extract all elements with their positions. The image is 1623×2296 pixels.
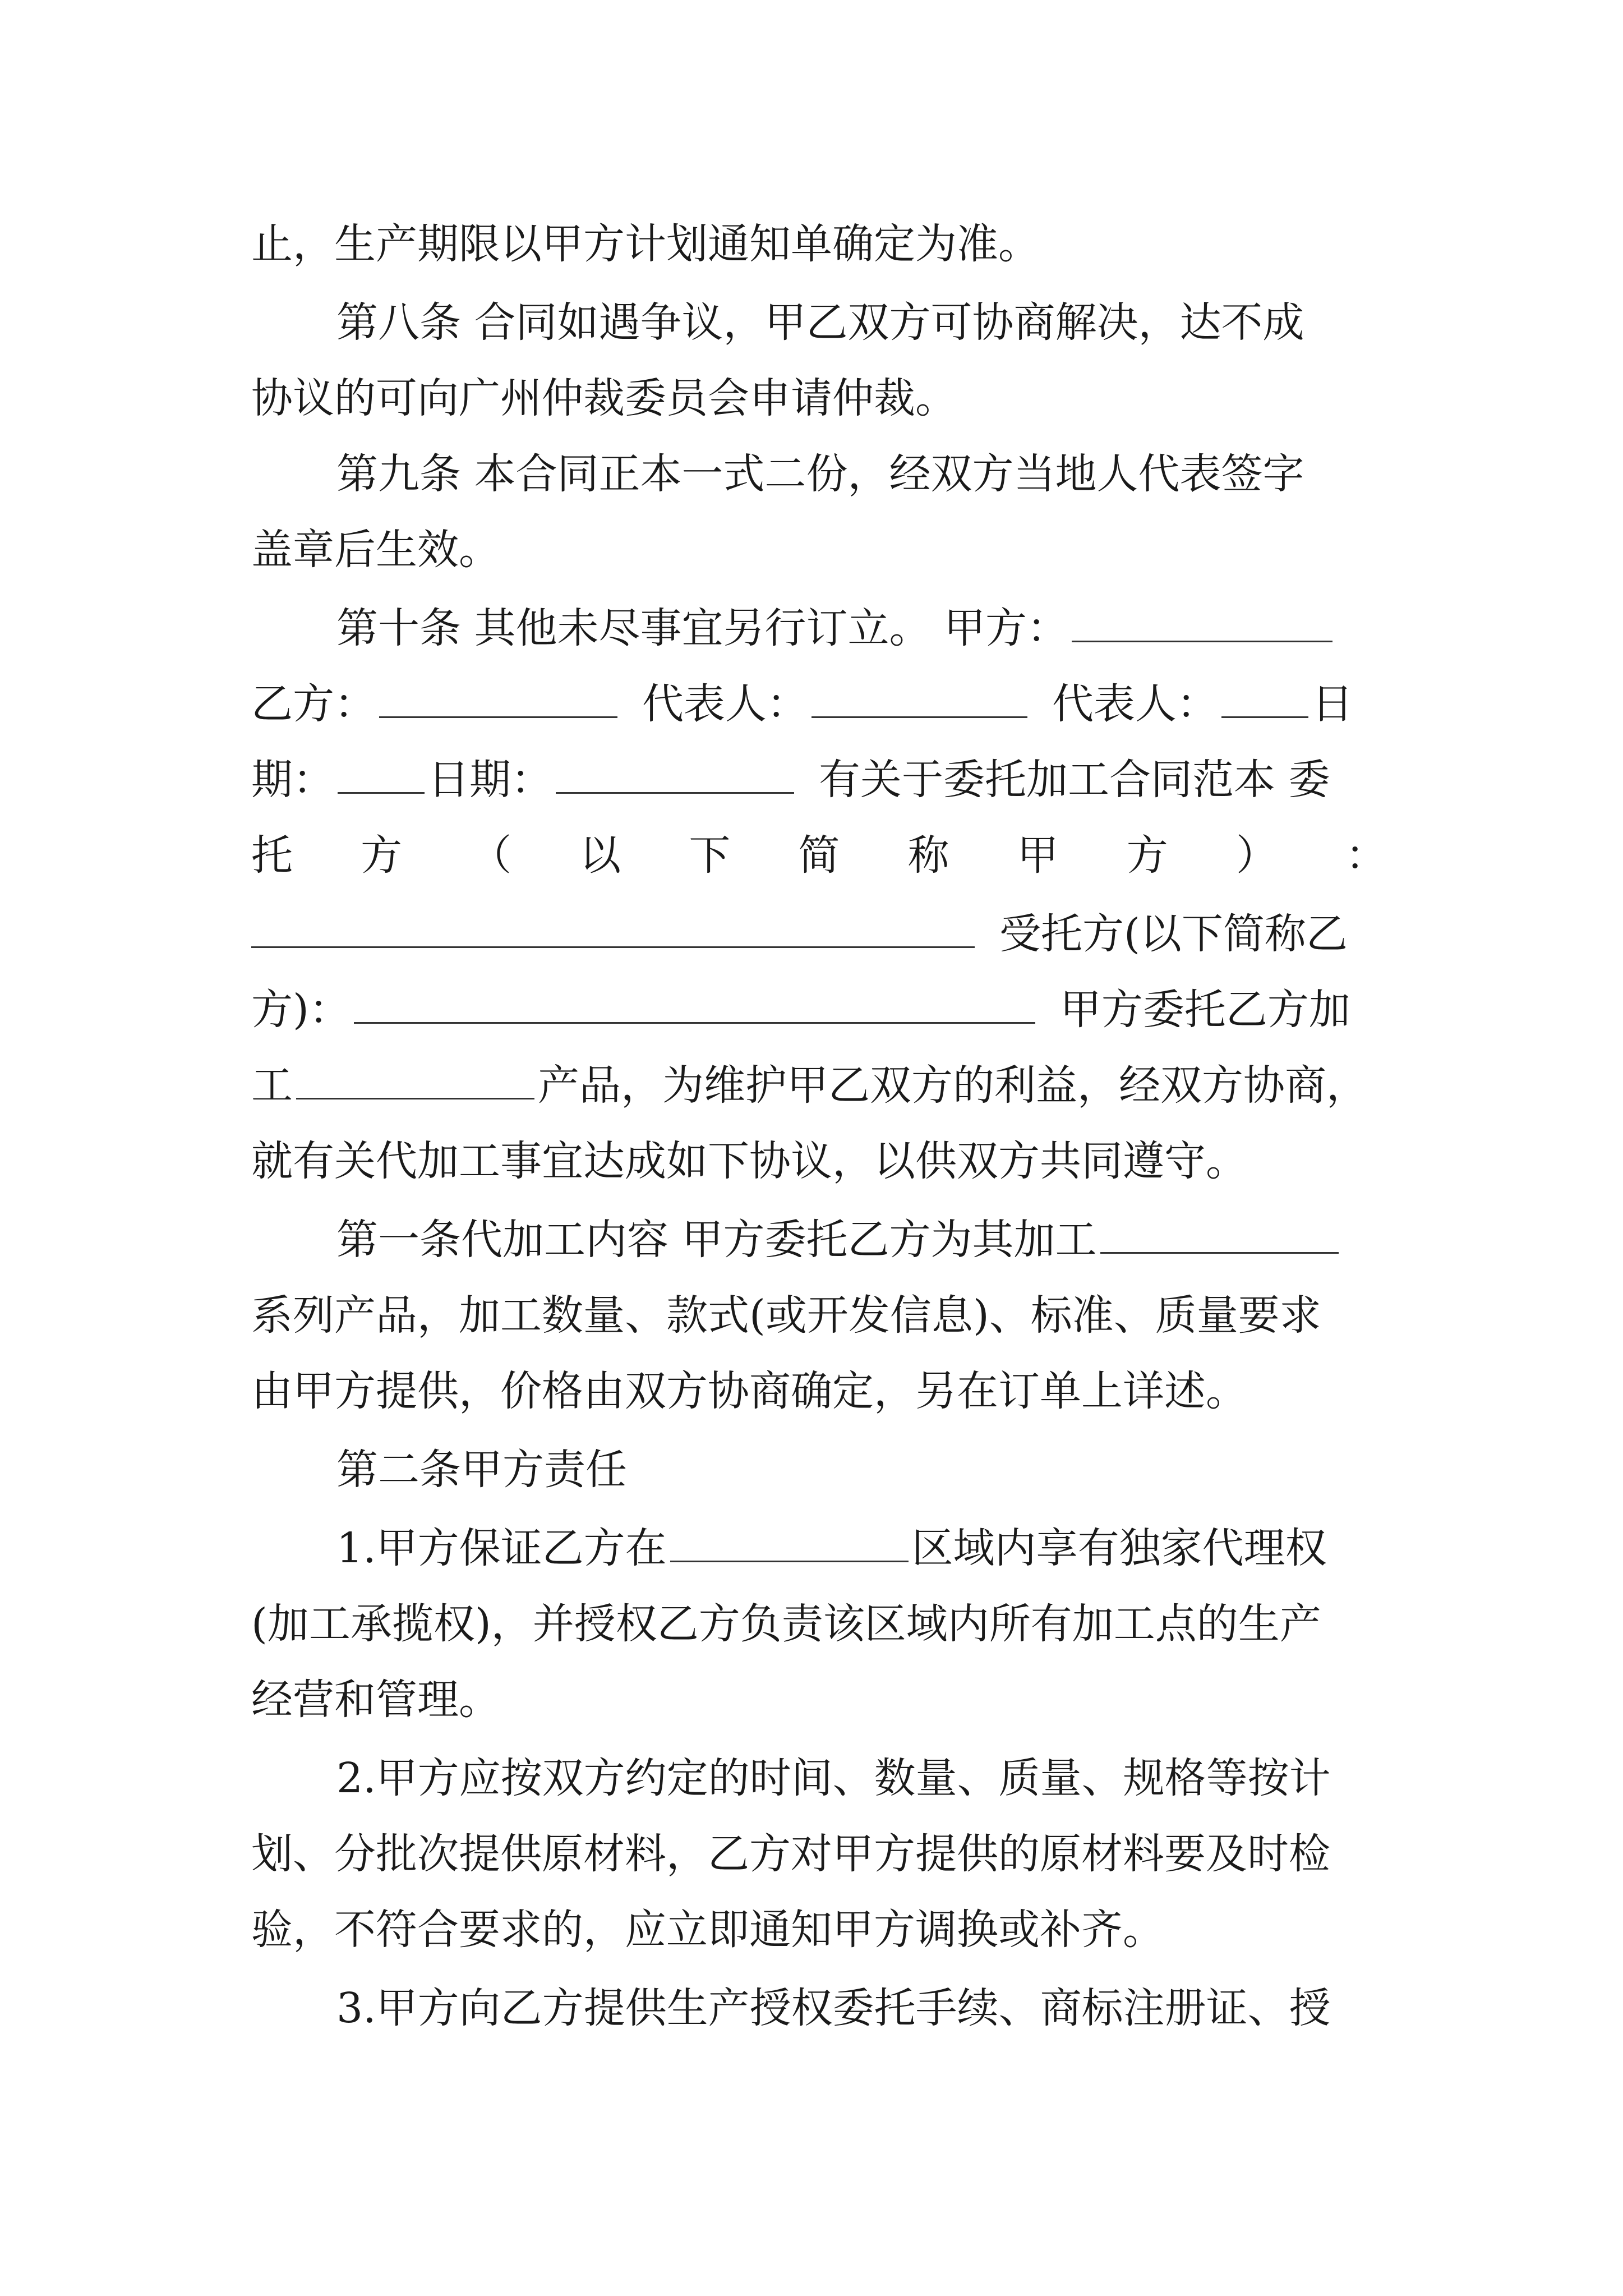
representative-blank-2	[1221, 683, 1308, 718]
justified-char: 方	[1126, 831, 1168, 880]
justified-char: 甲	[1017, 831, 1059, 880]
signature-line-1	[251, 665, 1387, 743]
article-1-text: 第一条代加工内容 甲方委托乙方为其加工	[336, 1216, 1097, 1264]
justified-char: 下	[689, 831, 731, 880]
entrusted-party-line	[251, 895, 1387, 973]
article-2-item-1-line-1	[336, 1509, 1387, 1588]
representative-label-1: 代表人：	[642, 680, 808, 728]
item-1-text-end: 区域内享有独家代理权	[911, 1524, 1327, 1572]
clause-8-line-2: 协议的可向广州仲裁委员会申请仲裁。	[251, 374, 957, 422]
justified-char: 简	[798, 831, 840, 880]
commission-text-start: 工	[251, 1061, 293, 1110]
article-1-line-2: 系列产品，加工数量、款式(或开发信息)、标准、质量要求	[251, 1291, 1321, 1340]
date-label-2: 日期：	[428, 756, 552, 804]
justified-char: （	[470, 831, 512, 880]
region-blank	[670, 1527, 909, 1562]
product-blank	[296, 1064, 534, 1099]
agreement-line: 就有关代加工事宜达成如下协议，以供双方共同遵守。	[251, 1137, 1247, 1185]
party-a-blank	[1072, 607, 1332, 642]
justified-char: 方	[361, 831, 403, 880]
article-2-heading: 第二条甲方责任	[336, 1446, 627, 1494]
justified-char: 托	[251, 831, 293, 880]
justified-char: ）	[1235, 831, 1278, 880]
item-1-text-start: 1.甲方保证乙方在	[336, 1524, 667, 1572]
date-label-part-1: 日	[1312, 680, 1353, 728]
date-label-part-2: 期：	[251, 756, 334, 804]
text-line-1: 止，生产期限以甲方计划通知单确定为准。	[251, 220, 1040, 268]
justified-char: 以	[579, 831, 621, 880]
commission-text: 甲方委托乙方加	[1059, 986, 1350, 1034]
clause-10-line	[336, 589, 1387, 668]
party-b-blank	[379, 683, 617, 718]
date-blank-2	[556, 758, 794, 794]
clause-8-line-1: 第八条 合同如遇争议，甲乙双方可协商解决，达不成	[336, 298, 1304, 347]
article-1-line-3: 由甲方提供，价格由双方协商确定，另在订单上详述。	[251, 1367, 1247, 1415]
article-1-line-1	[336, 1200, 1387, 1279]
article-2-item-2-line-3: 验，不符合要求的，应立即通知甲方调换或补齐。	[251, 1906, 1164, 1954]
commission-line	[251, 1046, 1387, 1125]
party-b-label: 乙方：	[251, 680, 376, 728]
date-blank-1	[338, 758, 425, 794]
representative-label-2: 代表人：	[1052, 680, 1218, 728]
article-2-item-1-line-3: 经营和管理。	[251, 1676, 500, 1724]
clause-9-line-2: 盖章后生效。	[251, 526, 500, 574]
contract-template-title: 有关于委托加工合同范本 委	[819, 756, 1330, 804]
article-2-item-2-line-1: 2.甲方应按双方约定的时间、数量、质量、规格等按计	[336, 1754, 1331, 1802]
entrusted-party-label: 受托方(以下简称乙	[999, 910, 1348, 958]
entrusting-party-line	[251, 816, 1387, 895]
entrusted-party-label-end: 方)：	[251, 986, 351, 1034]
representative-blank-1	[811, 683, 1027, 718]
signature-line-2	[251, 740, 1387, 819]
clause-9-line-1: 第九条 本合同正本一式二份，经双方当地人代表签字	[336, 450, 1304, 498]
article-2-item-2-line-2: 划、分批次提供原材料，乙方对甲方提供的原材料要及时检	[251, 1830, 1330, 1878]
article-2-item-1-line-2: (加工承揽权)，并授权乙方负责该区域内所有加工点的生产	[251, 1600, 1321, 1648]
entrusted-party-blank	[354, 988, 1035, 1024]
article-2-item-3-line-1: 3.甲方向乙方提供生产授权委托手续、商标注册证、授	[336, 1984, 1331, 2032]
justified-char: 称	[907, 831, 949, 880]
commission-text-end: 产品，为维护甲乙双方的利益，经双方协商，	[538, 1061, 1368, 1110]
entrusting-party-blank	[251, 913, 975, 948]
justified-char: ：	[1345, 831, 1387, 880]
processing-item-blank	[1100, 1218, 1339, 1254]
entrusted-party-line-2	[251, 970, 1387, 1049]
clause-10-text: 第十条 其他未尽事宜另行订立。 甲方：	[336, 604, 1069, 652]
